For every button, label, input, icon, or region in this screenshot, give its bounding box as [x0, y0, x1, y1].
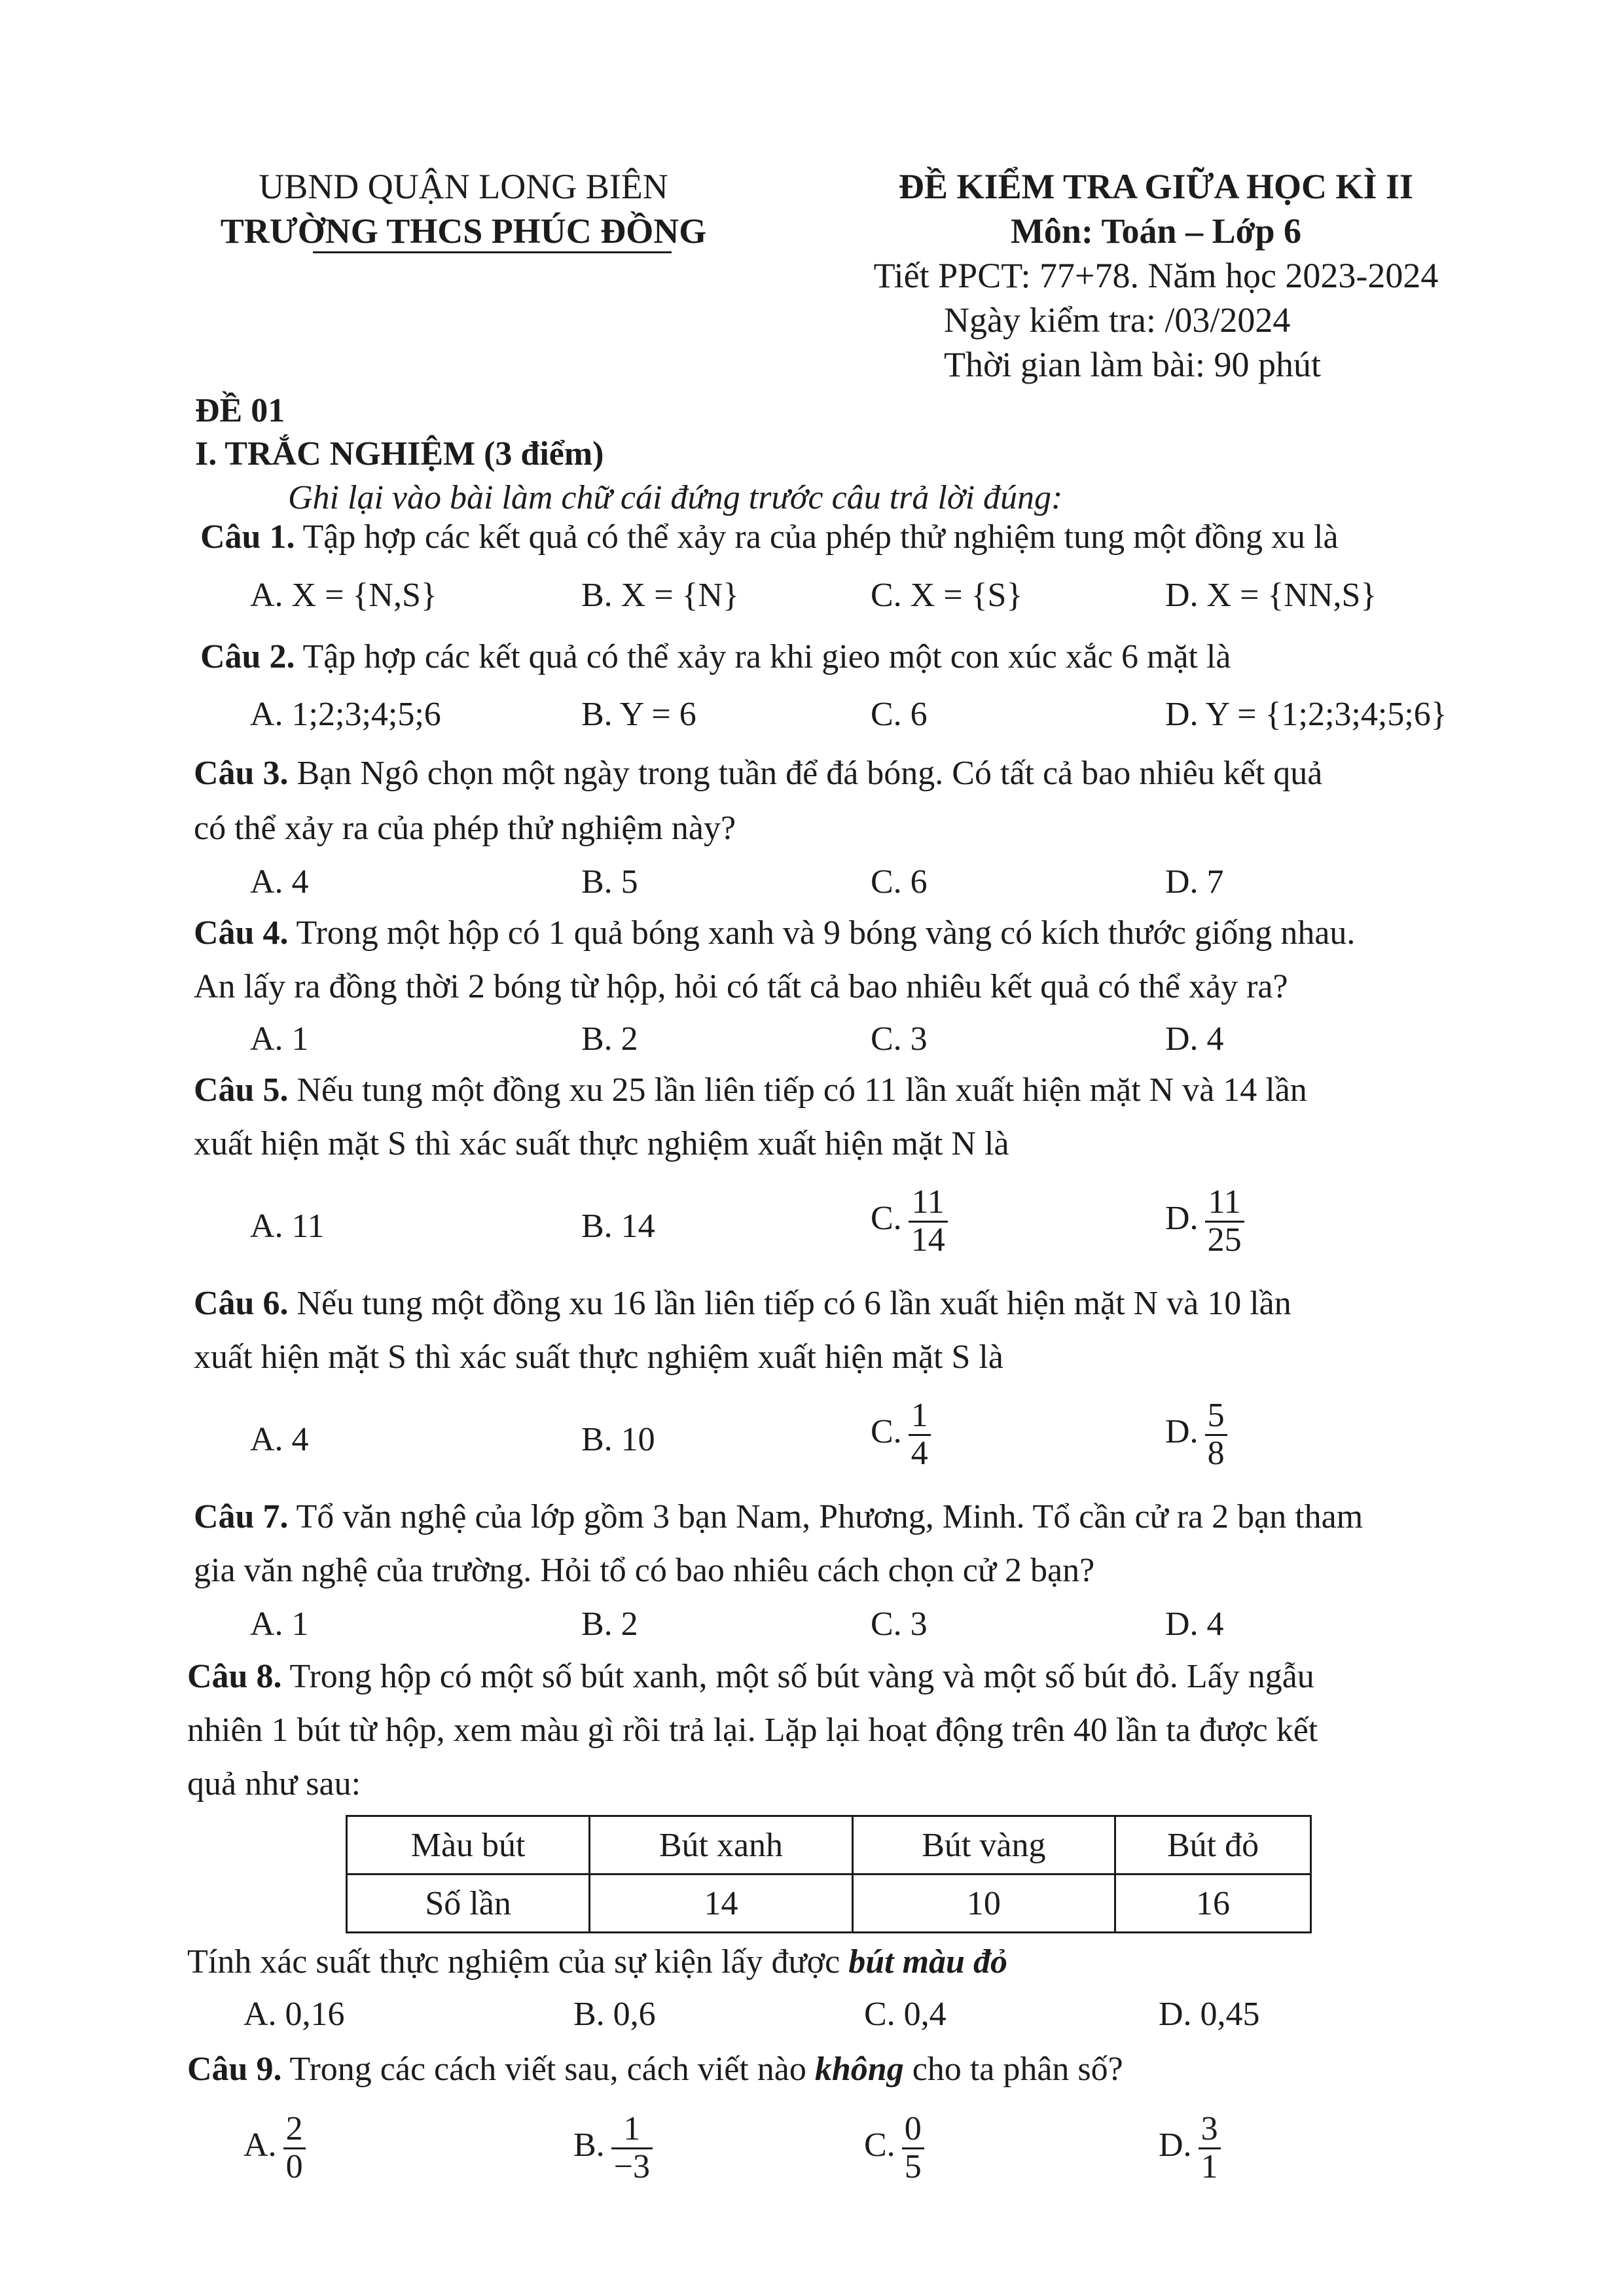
q6-option-c — [871, 1398, 931, 1471]
question-text: Trong một hộp có 1 quả bóng xanh và 9 bóng vàng có kích thước giống nhau. — [288, 914, 1356, 952]
numerator: 3 — [1199, 2111, 1221, 2149]
q4-text-line2: An lấy ra đồng thời 2 bóng từ hộp, hỏi có tất cả bao nhiêu kết quả có thể xảy ra? — [194, 968, 1288, 1005]
table-header-cell: Bút vàng — [852, 1816, 1115, 1874]
q7-option-c: C. 3 — [871, 1605, 928, 1643]
instruction: Ghi lại vào bài làm chữ cái đứng trước câu trả lời đúng: — [288, 479, 1063, 516]
question-label: Câu 4. — [194, 914, 289, 952]
fraction — [1199, 2111, 1221, 2185]
q7-option-a: A. 1 — [250, 1605, 309, 1643]
fraction — [1205, 1185, 1244, 1258]
question-6 — [194, 1287, 1291, 1321]
school-underline — [313, 251, 672, 253]
q8-text-line2: nhiên 1 bút từ hộp, xem màu gì rồi trả lại. Lặp lại hoạt động trên 40 lần ta được kết — [187, 1712, 1318, 1749]
q4-option-a: A. 1 — [250, 1020, 309, 1058]
section-title: I. TRẮC NGHIỆM (3 điểm) — [195, 435, 604, 473]
numerator: 11 — [1205, 1185, 1244, 1223]
question-text: Trong hộp có một số bút xanh, một số bút vàng và một số bút đỏ. Lấy ngẫu — [281, 1658, 1314, 1695]
q9-option-b — [573, 2111, 653, 2185]
q2-option-a: A. 1;2;3;4;5;6 — [250, 696, 441, 733]
authority-name: UBND QUẬN LONG BIÊN — [259, 167, 668, 206]
fraction — [611, 2111, 653, 2185]
numerator: 2 — [283, 2111, 306, 2149]
numerator: 0 — [902, 2111, 924, 2149]
q4-option-b: B. 2 — [581, 1020, 638, 1058]
q9-option-d — [1159, 2111, 1221, 2185]
option-letter: D. — [1165, 1413, 1199, 1451]
numerator: 11 — [909, 1185, 948, 1223]
question-emphasis: bút màu đỏ — [848, 1943, 1007, 1981]
q7-option-b: B. 2 — [581, 1605, 638, 1643]
option-letter: B. — [573, 2126, 605, 2164]
q2-option-c: C. 6 — [871, 696, 928, 733]
denominator: 0 — [285, 2147, 303, 2185]
question-5 — [194, 1073, 1307, 1107]
q3-option-c: C. 6 — [871, 863, 928, 901]
numerator: 1 — [909, 1398, 931, 1436]
q5-text-line2: xuất hiện mặt S thì xác suất thực nghiệm xuất hiện mặt N là — [194, 1125, 1009, 1162]
q8-option-a: A. 0,16 — [244, 1996, 345, 2033]
denominator: 25 — [1207, 1221, 1242, 1259]
question-8 — [187, 1660, 1314, 1694]
table-header-cell: Màu bút — [347, 1816, 590, 1874]
fraction — [1205, 1398, 1227, 1471]
denominator: 4 — [911, 1434, 928, 1472]
option-letter: C. — [864, 2126, 895, 2164]
exam-subject: Môn: Toán – Lớp 6 — [1010, 211, 1302, 251]
table-cell: Số lần — [347, 1874, 590, 1933]
question-label: Câu 1. — [200, 518, 295, 556]
q5-option-b: B. 14 — [581, 1208, 655, 1245]
option-letter: C. — [871, 1200, 902, 1238]
q5-option-a: A. 11 — [250, 1208, 325, 1245]
school-name: TRƯỜNG THCS PHÚC ĐỒNG — [220, 211, 707, 251]
denominator: 8 — [1207, 1434, 1225, 1472]
question-text: Trong các cách viết sau, cách viết nào — [281, 2051, 815, 2088]
exam-code: ĐỀ 01 — [195, 392, 285, 429]
question-text: Tập hợp các kết quả có thể xảy ra của phép thử nghiệm tung một đồng xu là — [295, 518, 1339, 556]
q9-option-a — [244, 2111, 306, 2185]
exam-duration: Thời gian làm bài: 90 phút — [944, 345, 1321, 384]
question-label: Câu 2. — [200, 638, 295, 675]
question-text: Tập hợp các kết quả có thể xảy ra khi gieo một con xúc xắc 6 mặt là — [295, 638, 1231, 675]
q8-option-d: D. 0,45 — [1159, 1996, 1260, 2033]
question-label: Câu 5. — [194, 1071, 289, 1109]
question-1 — [200, 520, 1339, 554]
q4-option-d: D. 4 — [1165, 1020, 1224, 1058]
question-text: cho ta phân số? — [903, 2051, 1123, 2088]
q4-option-c: C. 3 — [871, 1020, 928, 1058]
question-9 — [187, 2053, 1123, 2087]
fraction — [283, 2111, 306, 2185]
option-letter: C. — [871, 1413, 902, 1451]
question-label: Câu 6. — [194, 1285, 289, 1322]
q1-option-d: D. X = {NN,S} — [1165, 577, 1377, 614]
q7-text-line2: gia văn nghệ của trường. Hỏi tổ có bao nhiêu cách chọn cử 2 bạn? — [194, 1552, 1095, 1589]
numerator: 5 — [1205, 1398, 1227, 1436]
q7-option-d: D. 4 — [1165, 1605, 1224, 1643]
denominator: 14 — [911, 1221, 945, 1259]
q6-option-b: B. 10 — [581, 1421, 655, 1458]
question-text: Tổ văn nghệ của lớp gồm 3 bạn Nam, Phương, Minh. Tổ cần cử ra 2 bạn tham — [288, 1498, 1363, 1535]
fraction — [902, 2111, 924, 2185]
option-letter: A. — [244, 2126, 277, 2164]
exam-date: Ngày kiểm tra: /03/2024 — [944, 300, 1291, 340]
q3-option-b: B. 5 — [581, 863, 638, 901]
q6-text-line2: xuất hiện mặt S thì xác suất thực nghiệm xuất hiện mặt S là — [194, 1338, 1003, 1376]
exam-period: Tiết PPCT: 77+78. Năm học 2023-2024 — [873, 256, 1439, 295]
question-text: Nếu tung một đồng xu 16 lần liên tiếp có 6 lần xuất hiện mặt N và 10 lần — [288, 1285, 1291, 1322]
question-label: Câu 8. — [187, 1658, 282, 1695]
denominator: 1 — [1200, 2147, 1218, 2185]
question-7 — [194, 1500, 1363, 1534]
numerator: 1 — [611, 2111, 653, 2149]
results-table — [346, 1815, 1312, 1933]
q1-option-b: B. X = {N} — [581, 577, 740, 614]
q3-text-line2: có thể xảy ra của phép thử nghiệm này? — [194, 810, 736, 847]
option-letter: D. — [1159, 2126, 1192, 2164]
question-3 — [194, 757, 1322, 791]
q8-option-b: B. 0,6 — [573, 1996, 656, 2033]
q1-option-c: C. X = {S} — [871, 577, 1023, 614]
question-label: Câu 3. — [194, 755, 289, 792]
q5-option-c — [871, 1185, 948, 1258]
table-header-row — [347, 1816, 1311, 1874]
denominator: −3 — [613, 2147, 651, 2185]
question-text: Tính xác suất thực nghiệm của sự kiện lấy được — [187, 1943, 849, 1981]
q6-option-a: A. 4 — [250, 1421, 309, 1458]
table-cell: 16 — [1115, 1874, 1311, 1933]
q8-option-c: C. 0,4 — [864, 1996, 947, 2033]
q6-option-d — [1165, 1398, 1227, 1471]
q2-option-d: D. Y = {1;2;3;4;5;6} — [1165, 696, 1447, 733]
table-cell: 10 — [852, 1874, 1115, 1933]
q3-option-a: A. 4 — [250, 863, 309, 901]
q3-option-d: D. 7 — [1165, 863, 1224, 901]
denominator: 5 — [904, 2147, 922, 2185]
q8-text-line3: quả như sau: — [187, 1765, 361, 1803]
q9-option-c — [864, 2111, 924, 2185]
q2-option-b: B. Y = 6 — [581, 696, 696, 733]
table-cell: 14 — [590, 1874, 852, 1933]
question-4 — [194, 916, 1355, 950]
fraction — [909, 1185, 948, 1258]
question-emphasis: không — [814, 2051, 904, 2088]
question-2 — [200, 640, 1231, 674]
q5-option-d — [1165, 1185, 1244, 1258]
question-label: Câu 7. — [194, 1498, 289, 1535]
table-header-cell: Bút xanh — [590, 1816, 852, 1874]
question-label: Câu 9. — [187, 2051, 282, 2088]
exam-title: ĐỀ KIỂM TRA GIỮA HỌC KÌ II — [898, 167, 1414, 206]
fraction — [909, 1398, 931, 1471]
question-text: Nếu tung một đồng xu 25 lần liên tiếp có 11 lần xuất hiện mặt N và 14 lần — [288, 1071, 1307, 1109]
table-row — [347, 1874, 1311, 1933]
option-letter: D. — [1165, 1200, 1199, 1238]
q1-option-a: A. X = {N,S} — [250, 577, 437, 614]
q8-question — [187, 1945, 1007, 1979]
table-header-cell: Bút đỏ — [1115, 1816, 1311, 1874]
question-text: Bạn Ngô chọn một ngày trong tuần để đá bóng. Có tất cả bao nhiêu kết quả — [288, 755, 1323, 792]
